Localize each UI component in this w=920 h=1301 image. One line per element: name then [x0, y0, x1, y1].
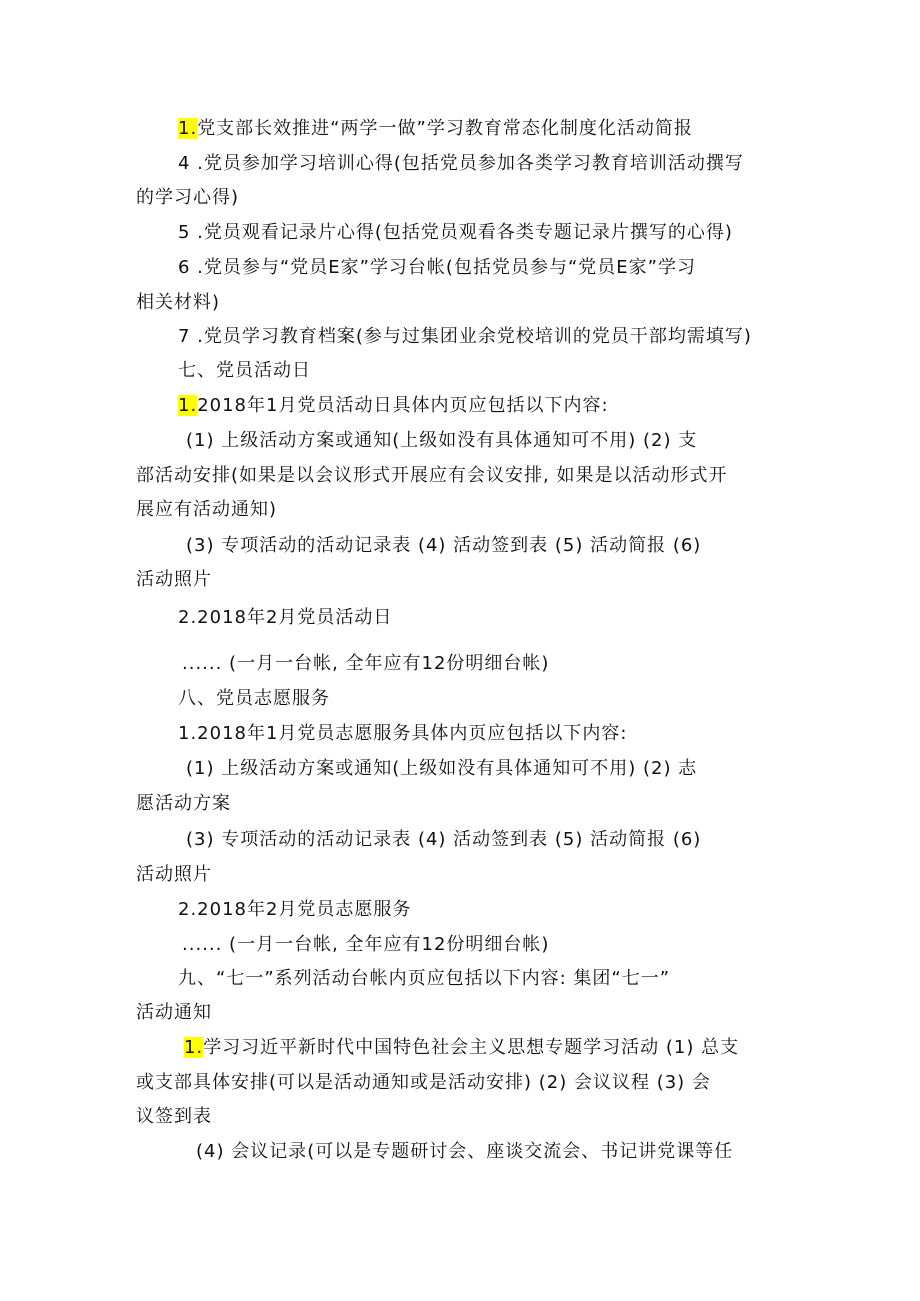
paragraph-line: 愿活动方案	[136, 793, 231, 814]
list-item-e-home-ledger: 6 .党员参与“党员E家”学习台帐(包括党员参与“党员E家”学习	[178, 257, 696, 278]
list-item-jan-activity-day	[178, 394, 609, 418]
paragraph-line: 活动照片	[136, 569, 212, 590]
line-text: 2018年1月党员活动日具体内页应包括以下内容:	[197, 395, 609, 416]
paragraph-line: 相关材料)	[136, 292, 221, 313]
paragraph-line: 或支部具体安排(可以是活动通知或是活动安排) (2) 会议议程 (3) 会	[136, 1072, 711, 1093]
highlighted-number: 1.	[178, 395, 198, 416]
paragraph-line: ...... (一月一台帐, 全年应有12份明细台帐)	[182, 653, 550, 674]
list-item-documentary-notes: 5 .党员观看记录片心得(包括党员观看各类专题记录片撰写的心得)	[178, 222, 733, 243]
list-item-feb-activity-day: 2.2018年2月党员活动日	[178, 607, 393, 628]
paragraph-line: 议签到表	[136, 1106, 212, 1127]
list-item-activity-report	[178, 117, 693, 141]
list-item-education-file: 7 .党员学习教育档案(参与过集团业余党校培训的党员干部均需填写)	[178, 326, 752, 347]
section-heading-july-first: 九、“七一”系列活动台帐内页应包括以下内容: 集团“七一”	[178, 968, 671, 989]
list-item-feb-volunteer: 2.2018年2月党员志愿服务	[178, 899, 412, 920]
paragraph-line: 的学习心得)	[136, 187, 240, 208]
line-text: 党支部长效推进“两学一做”学习教育常态化制度化活动简报	[197, 118, 693, 139]
paragraph-line: 活动通知	[136, 1002, 212, 1023]
paragraph-line: 活动照片	[136, 864, 212, 885]
list-item-training-notes: 4 .党员参加学习培训心得(包括党员参加各类学习教育培训活动撰写	[178, 153, 744, 174]
highlighted-number: 1.	[178, 118, 198, 139]
paragraph-line: (3) 专项活动的活动记录表 (4) 活动签到表 (5) 活动简报 (6)	[186, 829, 702, 850]
paragraph-line: (1) 上级活动方案或通知(上级如没有具体通知可不用) (2) 支	[186, 430, 698, 451]
paragraph-line: ...... (一月一台帐, 全年应有12份明细台帐)	[182, 934, 550, 955]
highlighted-number: 1.	[184, 1037, 204, 1058]
paragraph-line: (1) 上级活动方案或通知(上级如没有具体通知可不用) (2) 志	[186, 758, 698, 779]
paragraph-line: 部活动安排(如果是以会议形式开展应有会议安排, 如果是以活动形式开	[136, 465, 728, 486]
paragraph-line: (4) 会议记录(可以是专题研讨会、座谈交流会、书记讲党课等任	[196, 1141, 734, 1162]
section-heading-volunteer-service: 八、党员志愿服务	[178, 688, 330, 709]
list-item-jan-volunteer: 1.2018年1月党员志愿服务具体内页应包括以下内容:	[178, 723, 628, 744]
line-text: 学习习近平新时代中国特色社会主义思想专题学习活动 (1) 总支	[203, 1037, 740, 1058]
paragraph-line: (3) 专项活动的活动记录表 (4) 活动签到表 (5) 活动简报 (6)	[186, 535, 702, 556]
paragraph-line: 展应有活动通知)	[136, 499, 278, 520]
list-item-study-activity	[184, 1036, 739, 1060]
section-heading-activity-day: 七、党员活动日	[178, 360, 311, 381]
